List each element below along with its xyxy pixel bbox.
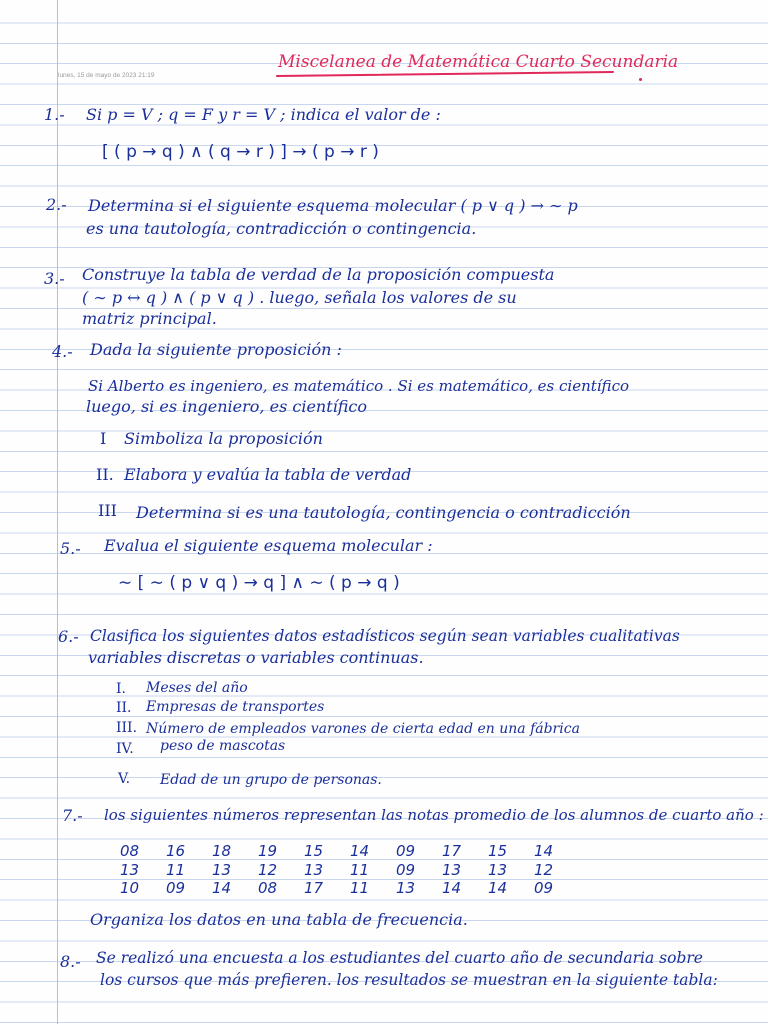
q7-value: 08 xyxy=(258,879,278,897)
q3-line1: Construye la tabla de verdad de la proposición compuesta xyxy=(82,265,555,284)
q7-value: 13 xyxy=(488,861,508,879)
q1-number: 1.- xyxy=(44,105,65,124)
q4-item-num: III xyxy=(98,501,117,520)
q6-line1: Clasifica los siguientes datos estadísticos según sean variables cualitativas xyxy=(90,627,680,645)
q1-formula: [ ( p → q ) ∧ ( q → r ) ] → ( p → r ) xyxy=(102,142,379,162)
q8-line2: los cursos que más prefieren. los resultados se muestran en la siguiente tabla: xyxy=(100,971,718,989)
q7-value: 09 xyxy=(396,842,416,860)
q6-item-num: I. xyxy=(116,681,126,697)
q7-value: 12 xyxy=(534,861,554,879)
q3-line3: matriz principal. xyxy=(82,309,217,328)
q4-item-text: Determina si es una tautología, contingencia o contradicción xyxy=(136,503,631,522)
q7-text: los siguientes números representan las notas promedio de los alumnos de cuarto año : xyxy=(104,806,764,824)
q7-value: 17 xyxy=(304,879,324,897)
q6-item-text: Meses del año xyxy=(146,680,248,696)
q2-line2: es una tautología, contradicción o contingencia. xyxy=(86,219,477,238)
q6-item-num: V. xyxy=(118,771,131,787)
q5-number: 5.- xyxy=(60,539,81,558)
q6-item-num: III. xyxy=(116,720,138,736)
margin-line xyxy=(57,0,58,1024)
q3-line2: ( ∼ p ↔ q ) ∧ ( p ∨ q ) . luego, señala los valores de su xyxy=(82,288,517,307)
q6-line2: variables discretas o variables continuas. xyxy=(88,648,424,667)
q7-value: 13 xyxy=(304,861,324,879)
q7-value: 10 xyxy=(120,879,140,897)
q7-value: 14 xyxy=(350,842,370,860)
q7-data-row xyxy=(120,879,580,897)
q3-number: 3.- xyxy=(44,269,65,288)
q7-value: 12 xyxy=(258,861,278,879)
q6-item-text: Número de empleados varones de cierta edad en una fábrica xyxy=(146,721,580,737)
q7-value: 19 xyxy=(258,842,278,860)
q7-number: 7.- xyxy=(62,806,83,825)
page-title: Miscelanea de Matemática Cuarto Secundaria xyxy=(278,52,679,72)
q7-value: 17 xyxy=(442,842,462,860)
q2-line1: Determina si el siguiente esquema molecular ( p ∨ q ) → ∼ p xyxy=(88,196,578,215)
q7-data-row xyxy=(120,861,580,879)
q8-number: 8.- xyxy=(60,952,81,971)
q7-value: 14 xyxy=(442,879,462,897)
q7-value: 14 xyxy=(212,879,232,897)
q5-formula: ∼ [ ∼ ( p ∨ q ) → q ] ∧ ∼ ( p → q ) xyxy=(118,573,400,593)
q7-value: 09 xyxy=(396,861,416,879)
q8-line1: Se realizó una encuesta a los estudiantes del cuarto año de secundaria sobre xyxy=(96,949,703,967)
q6-number: 6.- xyxy=(58,627,79,646)
q7-value: 18 xyxy=(212,842,232,860)
q6-item-num: IV. xyxy=(116,741,134,757)
q7-value: 13 xyxy=(120,861,140,879)
q4-number: 4.- xyxy=(52,342,73,361)
q6-item-text: Edad de un grupo de personas. xyxy=(160,772,382,788)
q2-number: 2.- xyxy=(46,195,67,214)
q6-item-text: Empresas de transportes xyxy=(146,699,325,715)
q7-value: 11 xyxy=(350,879,370,897)
q4-item-text: Simboliza la proposición xyxy=(124,429,323,448)
q7-value: 13 xyxy=(442,861,462,879)
q7-value: 14 xyxy=(488,879,508,897)
q7-value: 15 xyxy=(304,842,324,860)
q6-item-text: peso de mascotas xyxy=(160,738,286,754)
q4-item-num: I xyxy=(100,429,107,448)
note-date: lunes, 15 de mayo de 2023 21:19 xyxy=(58,72,155,79)
q7-value: 11 xyxy=(166,861,186,879)
q4-item-num: II. xyxy=(96,465,114,484)
q4-intro: Dada la siguiente proposición : xyxy=(90,340,342,359)
q7-instruction: Organiza los datos en una tabla de frecuencia. xyxy=(90,910,468,929)
q5-text: Evalua el siguiente esquema molecular : xyxy=(104,536,433,555)
q7-value: 11 xyxy=(350,861,370,879)
q4-line1: Si Alberto es ingeniero, es matemático . Si es matemático, es científico xyxy=(88,377,629,395)
q7-value: 16 xyxy=(166,842,186,860)
q7-value: 14 xyxy=(534,842,554,860)
ink-dot xyxy=(639,78,642,81)
q7-value: 09 xyxy=(166,879,186,897)
q7-value: 08 xyxy=(120,842,140,860)
q7-value: 15 xyxy=(488,842,508,860)
q6-item-num: II. xyxy=(116,700,132,716)
q1-text: Si p = V ; q = F y r = V ; indica el valor de : xyxy=(86,105,441,124)
q7-data-row xyxy=(120,842,580,860)
q7-value: 09 xyxy=(534,879,554,897)
q4-line2: luego, si es ingeniero, es científico xyxy=(86,397,368,416)
q7-value: 13 xyxy=(212,861,232,879)
q7-value: 13 xyxy=(396,879,416,897)
q4-item-text: Elabora y evalúa la tabla de verdad xyxy=(124,465,412,484)
